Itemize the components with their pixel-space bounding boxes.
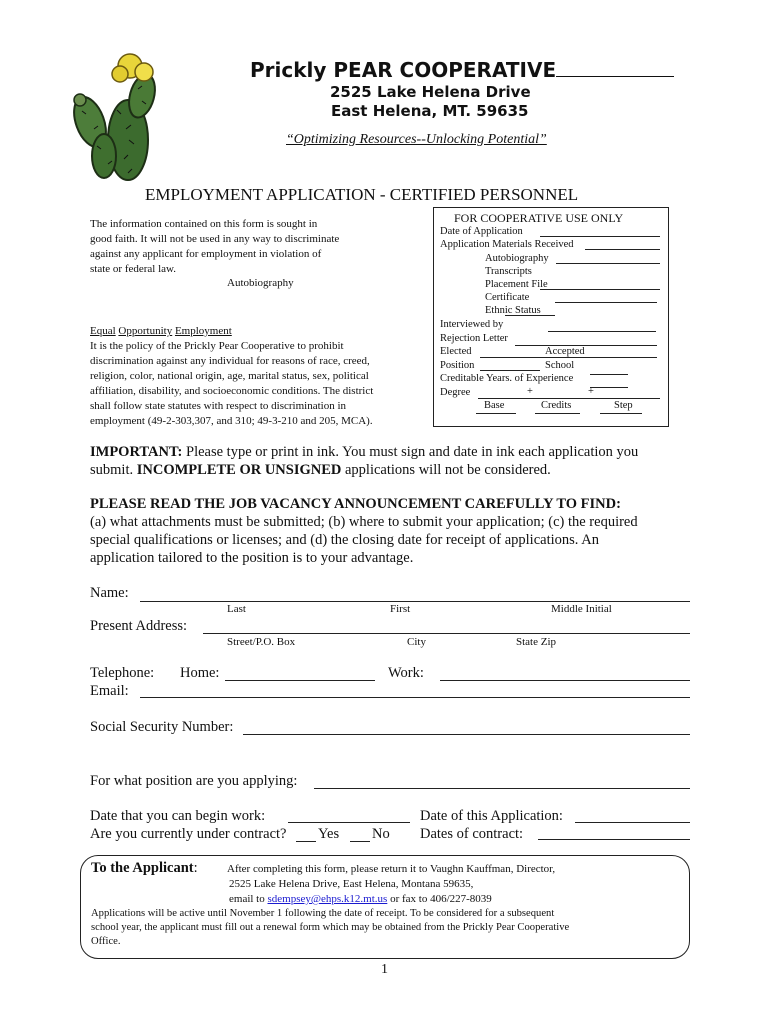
ssn-label: Social Security Number:: [90, 719, 234, 735]
coop-creditable-line[interactable]: [590, 387, 628, 388]
eeo-heading: Equal Opportunity Employment: [90, 325, 232, 337]
org-address-2: East Helena, MT. 59635: [331, 102, 529, 120]
coop-step-line[interactable]: [600, 413, 642, 414]
email-field[interactable]: [140, 697, 690, 698]
coop-materials-received: Application Materials Received: [440, 239, 574, 250]
eeo-paragraph: [90, 324, 373, 429]
coop-transcripts: Transcripts: [485, 266, 532, 277]
coop-degree-line[interactable]: [478, 398, 660, 399]
coop-creditable-years: Creditable Years. of Experience: [440, 373, 574, 384]
coop-certificate: Certificate: [485, 292, 530, 303]
position-label: For what position are you applying:: [90, 773, 298, 789]
org-address-1: 2525 Lake Helena Drive: [330, 83, 531, 101]
coop-autobiography: Autobiography: [485, 253, 549, 264]
intro-line: state or federal law.: [90, 263, 177, 275]
coop-plus-2: +: [588, 386, 594, 397]
coop-degree: Degree: [440, 387, 471, 398]
coop-ethnic-status: Ethnic Status: [485, 305, 541, 316]
applicant-line-1: After completing this form, please return it to Vaughn Kauffman, Director,: [227, 863, 556, 875]
telephone-label: Telephone:: [90, 665, 155, 681]
work-phone-label: Work:: [388, 665, 424, 681]
intro-line: The information contained on this form is sought in: [90, 218, 318, 230]
applicant-line-2: 2525 Lake Helena Drive, East Helena, Montana 59635,: [229, 878, 474, 890]
name-label: Name:: [90, 585, 129, 601]
coop-rejection-line[interactable]: [515, 345, 657, 346]
email-link[interactable]: sdempsey@ehps.k12.mt.us: [267, 893, 388, 905]
please-read-line: (a) what attachments must be submitted; (b) where to submit your application; (c) the required: [90, 514, 638, 530]
coop-accepted: Accepted: [545, 346, 585, 357]
intro-paragraph: [90, 217, 339, 277]
coop-placement-line[interactable]: [540, 289, 660, 290]
applicant-line-3: email to sdempsey@ehps.k12.mt.us or fax to 406/227-8039: [229, 893, 492, 905]
present-address-label: Present Address:: [90, 618, 188, 634]
contract-no-blank[interactable]: [350, 841, 370, 842]
applicant-line-4: Applications will be active until November 1 following the date of receipt. To be considered for a subsequent: [91, 908, 555, 919]
to-applicant-label: To the Applicant:: [91, 860, 198, 876]
coop-school-line[interactable]: [590, 374, 628, 375]
tagline: “Optimizing Resources--Unlocking Potential”: [286, 132, 547, 147]
date-of-application-label: Date of this Application:: [420, 808, 563, 824]
cactus-drawing: [68, 54, 159, 180]
coop-ethnic-line[interactable]: [505, 315, 555, 316]
eeo-line: affiliation, disability, and socioeconomic conditions. The district: [90, 385, 374, 397]
coop-plus-1: +: [527, 386, 533, 397]
dates-of-contract-field[interactable]: [538, 839, 690, 840]
address-street-caption: Street/P.O. Box: [227, 636, 296, 648]
begin-work-label: Date that you can begin work:: [90, 808, 266, 824]
coop-credits-line[interactable]: [535, 413, 580, 414]
position-field[interactable]: [314, 788, 690, 789]
address-city-caption: City: [407, 636, 426, 648]
important-line-2: submit. INCOMPLETE OR UNSIGNED applications will not be considered.: [90, 462, 551, 478]
coop-placement-file: Placement File: [485, 279, 548, 290]
coop-heading: FOR COOPERATIVE USE ONLY: [454, 211, 624, 225]
email-label: Email:: [90, 683, 129, 699]
cactus-logo: [66, 44, 166, 184]
coop-materials-line[interactable]: [585, 249, 660, 250]
applicant-line-5: school year, the applicant must fill out a renewal form which may be obtained from the Prickly Pear Cooperative: [91, 922, 570, 933]
contract-question: Are you currently under contract?: [90, 826, 287, 842]
org-name: Prickly PEAR COOPERATIVE: [250, 58, 674, 82]
page-number: 1: [381, 962, 388, 977]
present-address-field[interactable]: [203, 633, 690, 634]
contract-yes-label: Yes: [318, 826, 340, 842]
eeo-line: It is the policy of the Prickly Pear Cooperative to prohibit: [90, 340, 344, 352]
coop-interviewed-line[interactable]: [548, 331, 656, 332]
important-line-1: IMPORTANT: Please type or print in ink. You must sign and date in ink each application you: [90, 444, 639, 460]
contract-yes-blank[interactable]: [296, 841, 316, 842]
coop-step: Step: [614, 400, 633, 411]
home-phone-field[interactable]: [225, 680, 375, 681]
coop-position: Position: [440, 360, 475, 371]
name-field[interactable]: [140, 601, 690, 602]
coop-autobiography-line[interactable]: [556, 263, 660, 264]
page-title: EMPLOYMENT APPLICATION - CERTIFIED PERSONNEL: [145, 185, 579, 204]
begin-work-field[interactable]: [288, 822, 410, 823]
applicant-line-6: Office.: [91, 936, 121, 947]
name-middle-caption: Middle Initial: [551, 603, 612, 615]
coop-position-line[interactable]: [480, 370, 540, 371]
please-read-section: [90, 495, 638, 567]
coop-base-line[interactable]: [476, 413, 516, 414]
ssn-field[interactable]: [243, 734, 690, 735]
coop-school: School: [545, 360, 575, 371]
intro-line: against any applicant for employment in violation of: [90, 248, 322, 260]
home-phone-label: Home:: [180, 665, 220, 681]
coop-elected: Elected: [440, 346, 472, 357]
coop-elected-line[interactable]: [480, 357, 657, 358]
address-state-zip-caption: State Zip: [516, 636, 557, 648]
contract-no-label: No: [372, 826, 390, 842]
eeo-line: employment (49-2-303,307, and 310; 49-3-210 and 205, MCA).: [90, 415, 373, 427]
eeo-line: shall follow state statutes with respect to discrimination in: [90, 400, 347, 412]
eeo-line: religion, color, national origin, age, marital status, sex, political: [90, 370, 369, 382]
name-last-caption: Last: [227, 603, 246, 615]
coop-credits: Credits: [541, 400, 572, 411]
dates-of-contract-label: Dates of contract:: [420, 826, 524, 842]
name-first-caption: First: [390, 603, 411, 615]
coop-date-line[interactable]: [540, 236, 660, 237]
coop-date-of-application: Date of Application: [440, 226, 523, 237]
coop-interviewed-by: Interviewed by: [440, 319, 504, 330]
please-read-line: application tailored to the position is to your advantage.: [90, 550, 414, 566]
eeo-line: discrimination against any individual for reasons of race, creed,: [90, 355, 370, 367]
intro-line: good faith. It will not be used in any way to discriminate: [90, 233, 340, 245]
coop-rejection-letter: Rejection Letter: [440, 333, 508, 344]
please-read-heading: PLEASE READ THE JOB VACANCY ANNOUNCEMENT CAREFULLY TO FIND:: [90, 496, 621, 512]
date-of-application-field[interactable]: [575, 822, 690, 823]
coop-base: Base: [484, 400, 505, 411]
important-notice: [90, 443, 638, 479]
coop-certificate-line[interactable]: [555, 302, 657, 303]
autobiography-label: Autobiography: [227, 277, 294, 289]
work-phone-field[interactable]: [440, 680, 690, 681]
please-read-line: special qualifications or licenses; and (d) the closing date for receipt of applications. An: [90, 532, 599, 548]
